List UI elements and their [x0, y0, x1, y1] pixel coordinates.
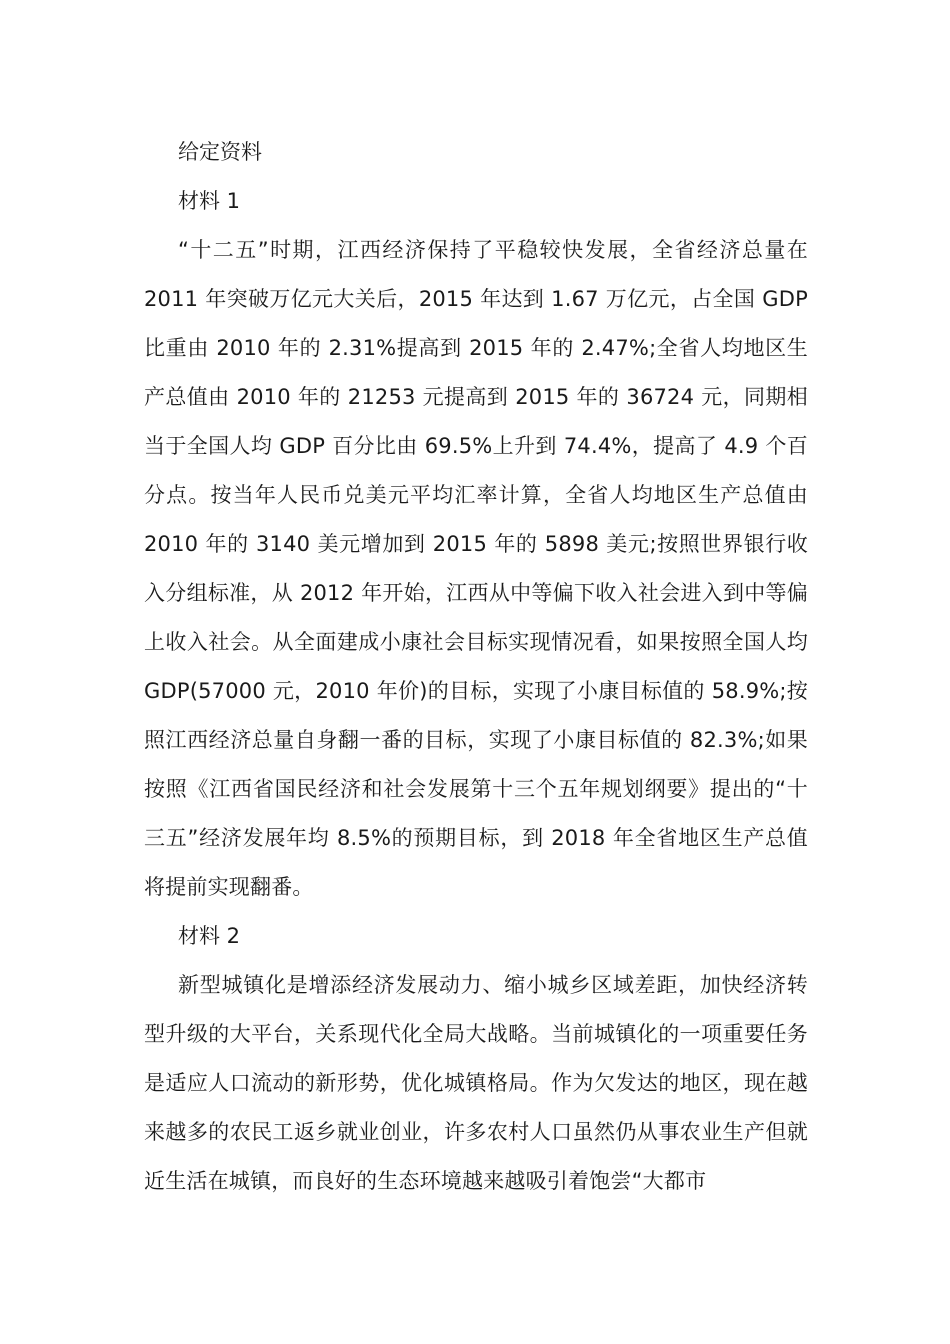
material-1-label: 材料 1	[178, 189, 241, 213]
document-content	[144, 128, 808, 1206]
material-2-label: 材料 2	[178, 924, 241, 948]
section-heading: 给定资料	[178, 140, 262, 164]
material-1-paragraph: “十二五”时期，江西经济保持了平稳较快发展，全省经济总量在 2011 年突破万亿元大关后，2015 年达到 1.67 万亿元，占全国 GDP 比重由 2010 年的 2.31%提高到 2015 年的 2.47%;全省人均地区生产总值由 2010 年的 21253 元提高到 2015 年的 36724 元，同期相当于全国人均 GDP 百分比由 69.5%上升到 74.4%，提高了 4.9 个百分点。按当年人民币兑美元平均汇率计算，全省人均地区生产总值由 2010 年的 3140 美元增加到 2015 年的 5898 美元;按照世界银行收入分组标准，从 2012 年开始，江西从中等偏下收入社会进入到中等偏上收入社会。从全面建成小康社会目标实现情况看，如果按照全国人均 GDP(57000 元，2010 年价)的目标，实现了小康目标值的 58.9%;按照江西经济总量自身翻一番的目标，实现了小康目标值的 82.3%;如果按照《江西省国民经济和社会发展第十三个五年规划纲要》提出的“十三五”经济发展年均 8.5%的预期目标，到 2018 年全省地区生产总值将提前实现翻番。	[144, 238, 808, 899]
material-2-paragraph: 新型城镇化是增添经济发展动力、缩小城乡区域差距，加快经济转型升级的大平台，关系现代化全局大战略。当前城镇化的一项重要任务是适应人口流动的新形势，优化城镇格局。作为欠发达的地区，现在越来越多的农民工返乡就业创业，许多农村人口虽然仍从事农业生产但就近生活在城镇，而良好的生态环境越来越吸引着饱尝“大都市	[144, 973, 808, 1193]
